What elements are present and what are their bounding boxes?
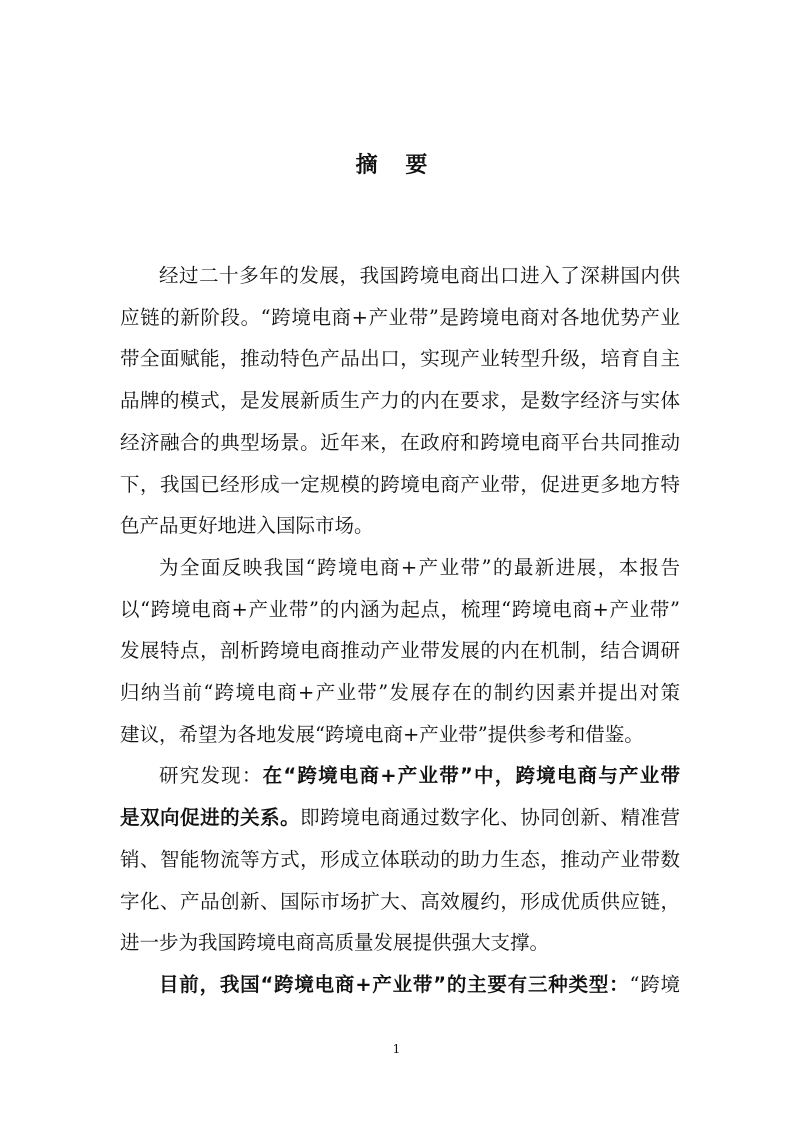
text-line: 为全面反映我国“跨境电商+产业带”的最新进展，本报告 [159, 555, 680, 579]
text-line: 字化、产品创新、国际市场扩大、高效履约，形成优质供应链， [120, 889, 680, 913]
paragraph-4 [120, 964, 680, 1006]
bold-finding-text: 是双向促进的关系。 [120, 806, 301, 830]
text-line [120, 755, 680, 797]
page-title: 摘 要 [355, 153, 438, 178]
text-line: 经济融合的典型场景。近年来，在政府和跨境电商平台共同推动 [120, 430, 680, 454]
text-line: 下，我国已经形成一定规模的跨境电商产业带，促进更多地方特 [120, 472, 680, 496]
text-line: 建议，希望为各地发展“跨境电商+产业带”提供参考和借鉴。 [120, 722, 644, 746]
paragraph-2 [120, 547, 680, 756]
paragraph-1 [120, 255, 680, 547]
finding-text: 即跨境电商通过数字化、协同创新、精准营 [300, 806, 680, 830]
bold-types-text: 目前，我国“跨境电商+产业带”的主要有三种类型： [159, 972, 630, 996]
abstract-body [120, 255, 680, 1006]
text-line [120, 964, 680, 1006]
text-line: 归纳当前“跨境电商+产业带”发展存在的制约因素并提出对策 [120, 681, 680, 705]
bold-finding-text: 在“跨境电商+产业带”中，跨境电商与产业带 [262, 764, 680, 788]
types-text: “跨境 [629, 972, 680, 996]
text-line: 以“跨境电商+产业带”的内涵为起点，梳理“跨境电商+产业带” [120, 597, 680, 621]
research-finding-label: 研究发现： [159, 764, 263, 788]
text-line: 色产品更好地进入国际市场。 [120, 514, 374, 538]
paragraph-3 [120, 755, 680, 964]
text-line: 经过二十多年的发展，我国跨境电商出口进入了深耕国内供 [159, 264, 680, 287]
text-line: 进一步为我国跨境电商高质量发展提供强大支撑。 [120, 931, 550, 955]
text-line: 销、智能物流等方式，形成立体联动的助力生态，推动产业带数 [120, 847, 680, 871]
text-line: 发展特点，剖析跨境电商推动产业带发展的内在机制，结合调研 [120, 639, 680, 663]
text-line: 应链的新阶段。“跨境电商+产业带”是跨境电商对各地优势产业 [120, 305, 680, 329]
text-line [120, 797, 680, 839]
text-line: 带全面赋能，推动特色产品出口，实现产业转型升级，培育自主 [120, 347, 680, 371]
page-number: 1 [392, 1042, 401, 1056]
text-line: 品牌的模式，是发展新质生产力的内在要求，是数字经济与实体 [120, 389, 680, 413]
